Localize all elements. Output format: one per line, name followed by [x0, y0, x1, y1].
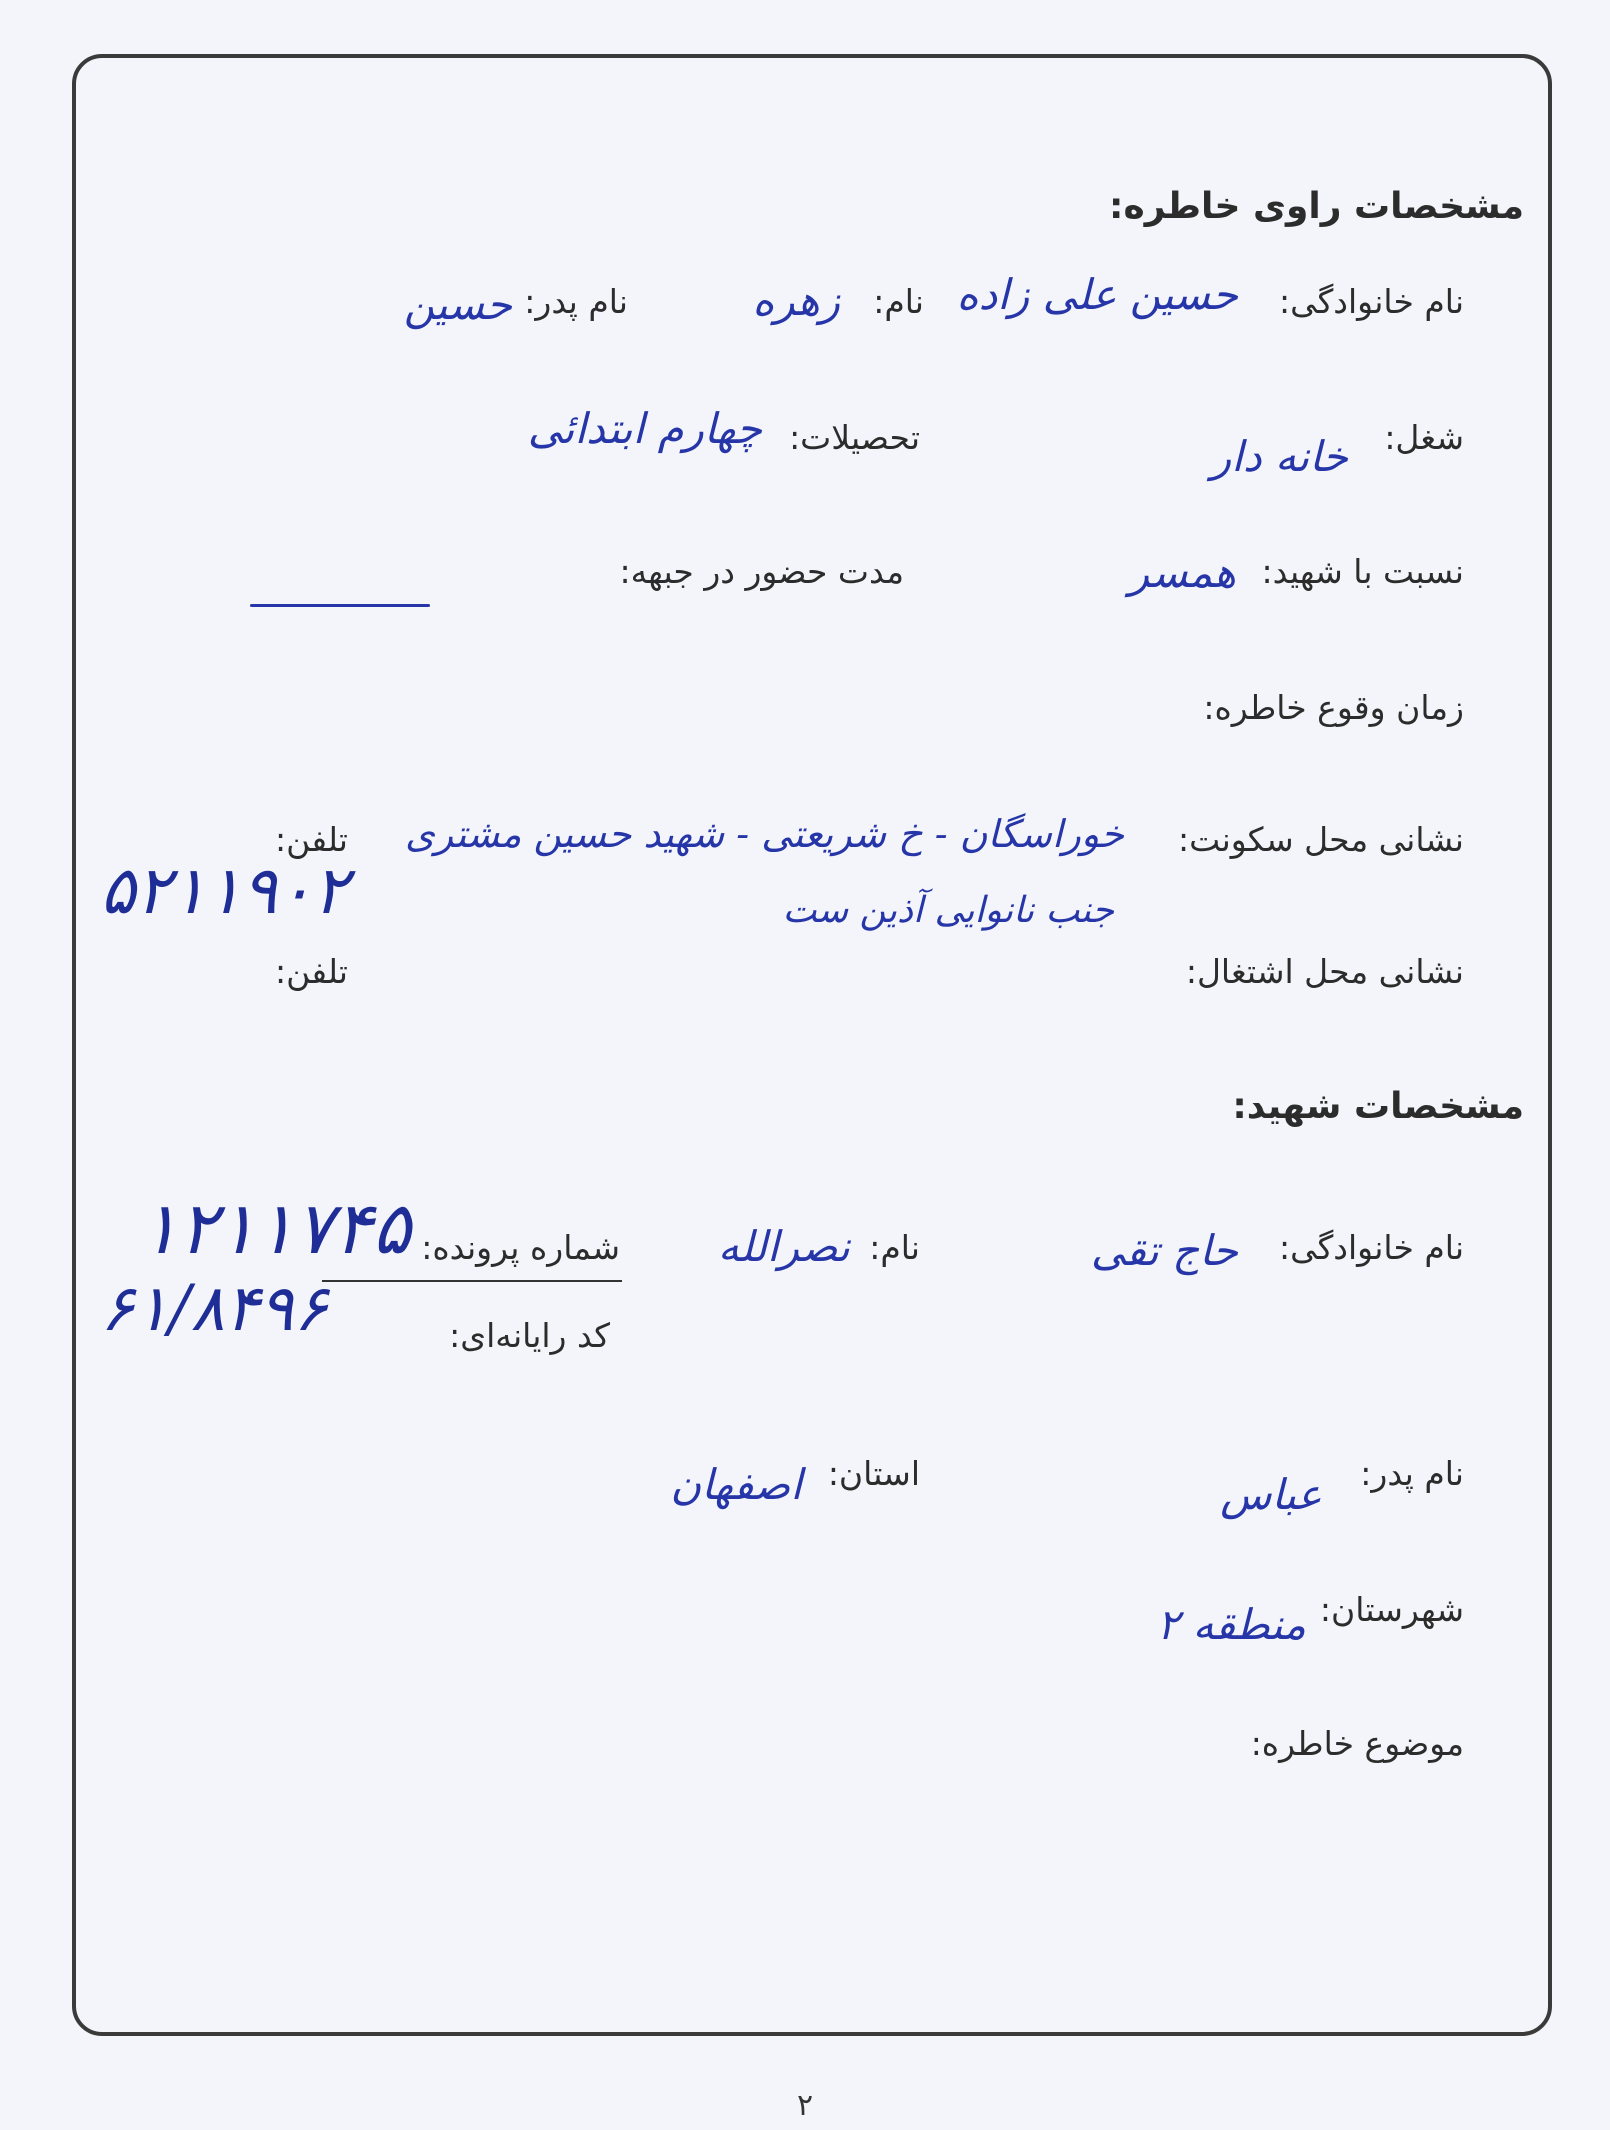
martyr-first-name-label: نام: [869, 1228, 920, 1267]
province-label: استان: [827, 1454, 920, 1493]
front-duration-dash [250, 604, 430, 607]
computer-code-label: کد رایانه‌ای: [449, 1316, 610, 1355]
file-number-underline [322, 1280, 622, 1282]
home-address-line1: خوراسگان - خ شریعتی - شهید حسین مشتری [405, 812, 1124, 856]
martyr-father-value: عباس [1220, 1470, 1322, 1519]
home-address-label: نشانی محل سکونت: [1178, 820, 1464, 859]
work-address-label: نشانی محل اشتغال: [1185, 952, 1464, 991]
narrator-first-name-value: زهره [752, 276, 840, 325]
city-value: منطقه ۲ [1156, 1600, 1306, 1649]
narrator-job-value: خانه دار [1211, 432, 1348, 481]
narrator-relation-value: همسر [1128, 548, 1236, 597]
home-address-line2: جنب نانوایی آذین ست [782, 890, 1114, 931]
city-label: شهرستان: [1319, 1590, 1464, 1629]
file-number-label: شماره پرونده: [421, 1228, 620, 1267]
martyr-father-label: نام پدر: [1360, 1454, 1464, 1493]
home-phone-value: ۵۲۱۱۹۰۲ [100, 852, 349, 929]
narrator-last-name-value: حسین علی زاده [956, 270, 1238, 319]
martyr-last-name-value: حاج تقی [1090, 1226, 1238, 1275]
front-duration-label: مدت حضور در جبهه: [619, 552, 904, 591]
work-phone-label: تلفن: [274, 952, 348, 991]
narrator-last-name-label: نام خانوادگی: [1278, 282, 1464, 321]
page-number: ۲ [796, 2088, 814, 2123]
narrator-relation-label: نسبت با شهید: [1261, 552, 1464, 591]
province-value: اصفهان [670, 1460, 802, 1509]
narrator-education-label: تحصیلات: [789, 418, 920, 457]
home-phone-label: تلفن: [274, 820, 348, 859]
martyr-last-name-label: نام خانوادگی: [1278, 1228, 1464, 1267]
narrator-job-label: شغل: [1384, 418, 1464, 457]
narrator-father-label: نام پدر: [524, 282, 628, 321]
martyr-heading: مشخصات شهید: [1232, 1086, 1524, 1127]
narrator-heading: مشخصات راوی خاطره: [1109, 186, 1524, 227]
memory-subject-label: موضوع خاطره: [1250, 1724, 1464, 1763]
computer-code-value: ۶۱/۸۴۹۶ [100, 1272, 328, 1346]
narrator-education-value: چهارم ابتدائی [527, 404, 762, 453]
narrator-first-name-label: نام: [873, 282, 924, 321]
memory-time-label: زمان وقوع خاطره: [1203, 688, 1464, 727]
martyr-first-name-value: نصرالله [717, 1222, 850, 1271]
narrator-father-value: حسین [403, 280, 512, 329]
file-number-value: ۱۲۱۱۷۴۵ [140, 1186, 411, 1270]
